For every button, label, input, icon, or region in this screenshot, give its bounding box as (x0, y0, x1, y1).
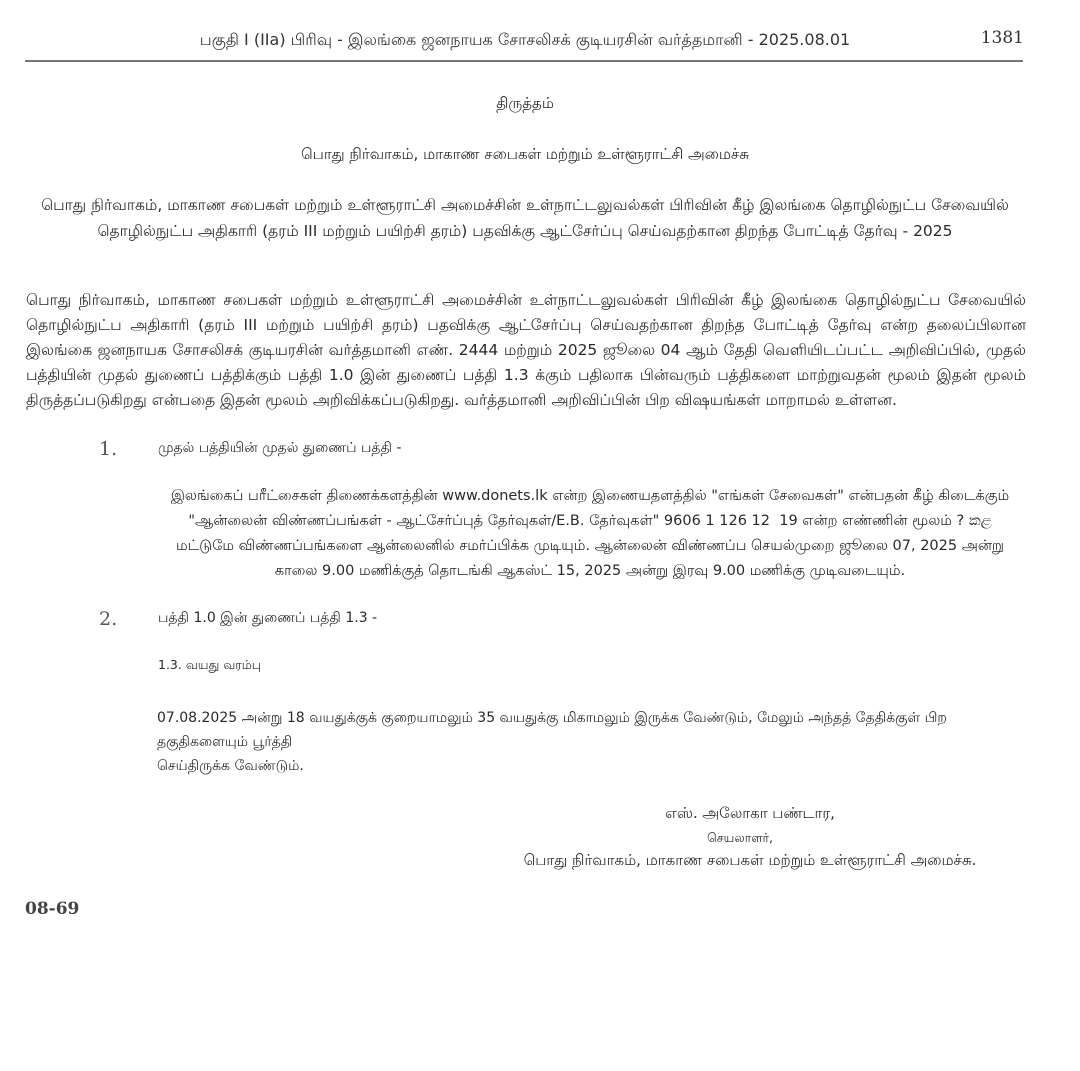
paragraph-line: மட்டுமே விண்ணப்பங்களை ஆன்லைனில் சமர்ப்பிக்க முடியும். ஆன்லைன் விண்ணப்ப செயல்முறை ஜூலை 07, 2025 அன்று (175, 538, 1005, 554)
signatory-name: எஸ். அலோகா பண்டார, (665, 804, 835, 822)
signatory-ministry: பொது நிர்வாகம், மாகாண சபைகள் மற்றும் உள்ளூராட்சி அமைச்சு. (523, 851, 977, 869)
notice-title-line: தொழில்நுட்ப அதிகாரி (தரம் III மற்றும் பயிற்சி தரம்) பதவிக்கு ஆட்சேர்ப்பு செய்வதற்கான திறந்த போட்டித் தேர்வு - 2025 (97, 222, 953, 240)
subsection-heading: 1.3. வயது வரம்பு (158, 657, 262, 672)
header-divider (25, 60, 1023, 62)
section-paragraph (157, 706, 1027, 778)
paragraph-line: 07.08.2025 அன்று 18 வயதுக்குக் குறையாமலும் 35 வயதுக்கு மிகாமலும் இருக்க வேண்டும், மேலும் அந்தத் தேதிக்குள் பிற தகுதிகளையும் பூர்த்தி (157, 710, 947, 750)
paragraph-line: செய்திருக்க வேண்டும். (157, 758, 304, 774)
section-heading: பத்தி 1.0 இன் துணைப் பத்தி 1.3 - (158, 610, 378, 626)
paragraph-line: இலங்கைப் பரீட்சைகள் திணைக்களத்தின் www.donets.lk என்ற இணையதளத்தில் "எங்கள் சேவைகள்" என்பதன் கீழ் கிடைக்கும் (170, 488, 1010, 504)
section-number: 2. (99, 608, 118, 630)
page-header-title: பகுதி I (IIa) பிரிவு - இலங்கை ஜனநாயக சோசலிசக் குடியரசின் வர்த்தமானி - 2025.08.01 (199, 30, 851, 49)
amendment-label: திருத்தம் (496, 94, 554, 112)
page-number: 1381 (980, 28, 1024, 48)
notice-title-line: பொது நிர்வாகம், மாகாண சபைகள் மற்றும் உள்ளூராட்சி அமைச்சின் உள்நாட்டலுவல்கள் பிரிவின் கீழ் இலங்கை தொழில்நுட்ப சேவையில் (41, 196, 1009, 214)
notice-body: பொது நிர்வாகம், மாகாண சபைகள் மற்றும் உள்ளூராட்சி அமைச்சின் உள்நாட்டலுவல்கள் பிரிவின் கீழ் இலங்கை தொழில்நுட்ப சேவையில் தொழில்நுட்ப அதிகாரி (தரம் III மற்றும் பயிற்சி தரம்) பதவிக்கு ஆட்சேர்ப்பு செய்வதற்கான திறந்த போட்டித் தேர்வு என்ற தலைப்பிலான இலங்கை ஜனநாயக சோசலிசக் குடியரசின் வர்த்தமானி எண். 2444 மற்றும் 2025 ஜூலை 04 ஆம் தேதி வெளியிடப்பட்ட அறிவிப்பில், முதல் பத்தியின் முதல் துணைப் பத்திக்கும் பத்தி 1.0 இன் துணைப் பத்தி 1.3 க்கும் பதிலாக பின்வரும் பத்திகளை மாற்றுவதன் மூலம் இதன் மூலம் திருத்தப்படுகிறது என்பதை இதன் மூலம் அறிவிக்கப்படுகிறது. வர்த்தமானி அறிவிப்பின் பிற விஷயங்கள் மாறாமல் உள்ளன. (26, 291, 1026, 409)
section-heading: முதல் பத்தியின் முதல் துணைப் பத்தி - (158, 440, 402, 456)
paragraph-line: "ஆன்லைன் விண்ணப்பங்கள் - ஆட்சேர்ப்புத் தேர்வுகள்/E.B. தேர்வுகள்" 9606 1 126 12 ￳ 19 என்ற எண்ணின் மூலம் ? කළ (188, 513, 992, 529)
paragraph-line: காலை 9.00 மணிக்குத் தொடங்கி ஆகஸ்ட் 15, 2025 அன்று இரவு 9.00 மணிக்கு முடிவடையும். (274, 563, 906, 579)
section-paragraph (150, 484, 1030, 584)
signatory-role: செயலாளர், (706, 830, 774, 845)
ministry-heading: பொது நிர்வாகம், மாகாண சபைகள் மற்றும் உள்ளூராட்சி அமைச்சு (300, 145, 749, 163)
section-number: 1. (99, 438, 118, 460)
notice-title (28, 192, 1022, 244)
notice-code: 08-69 (25, 899, 80, 919)
